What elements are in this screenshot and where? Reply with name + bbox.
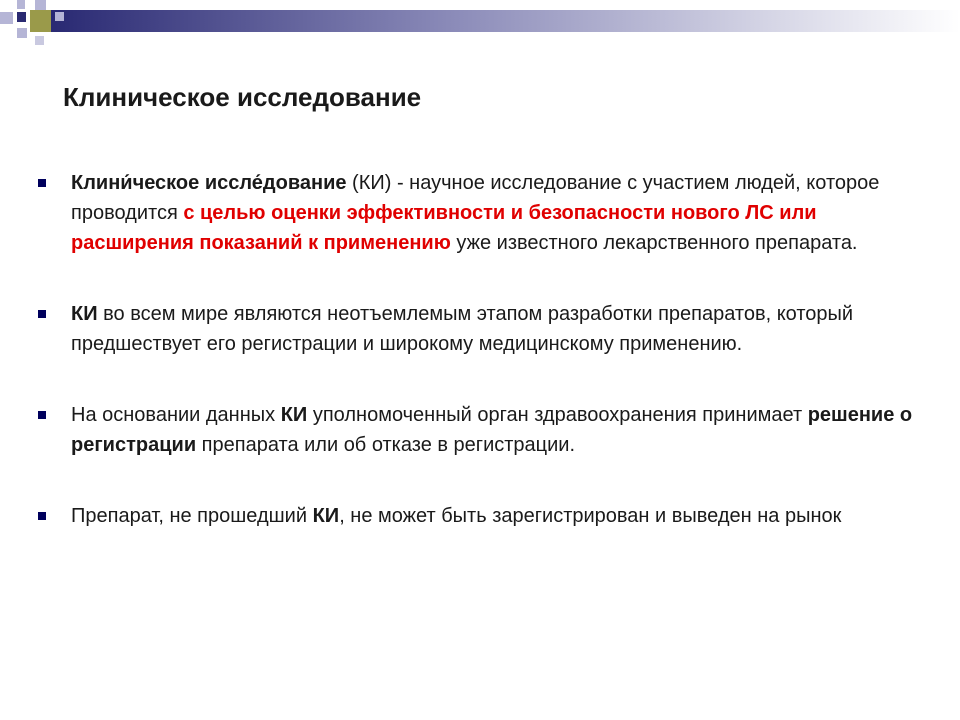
- square-bullet-icon: [38, 411, 46, 419]
- bullet-text: Препарат, не прошедший: [71, 505, 313, 527]
- square-bullet-icon: [38, 310, 46, 318]
- deco-square: [17, 28, 27, 38]
- deco-square: [17, 0, 25, 9]
- bullet-development-stage: [0, 299, 960, 359]
- term-registration-decision: решение о регистрации: [71, 404, 913, 456]
- deco-square: [35, 0, 46, 10]
- bullet-text: уполномоченный орган здравоохранения принимает: [307, 404, 808, 426]
- term-ki: КИ: [312, 505, 340, 527]
- deco-square: [55, 12, 64, 21]
- square-bullet-icon: [38, 179, 46, 187]
- term-ki: КИ: [71, 303, 98, 325]
- bullet-list: [0, 168, 960, 531]
- definition-tail: уже известного лекарственного препарата.: [450, 232, 858, 254]
- gradient-bar: [30, 10, 960, 32]
- square-bullet-icon: [38, 512, 46, 520]
- header-decoration: [0, 0, 960, 60]
- purpose-highlight: с целью оценки эффективности и безопасности нового ЛС или расширения показаний к применению: [71, 202, 817, 254]
- deco-square: [0, 12, 13, 24]
- slide-title: Клиническое исследование: [63, 82, 422, 112]
- bullet-text: , не может быть зарегистрирован и выведен на рынок: [339, 505, 842, 527]
- bullet-definition: [0, 168, 960, 258]
- deco-square: [35, 36, 44, 45]
- bullet-text: препарата или об отказе в регистрации.: [196, 434, 576, 456]
- term-ki: КИ: [280, 404, 308, 426]
- deco-square: [17, 12, 26, 22]
- bullet-registration-decision: [0, 400, 960, 460]
- deco-square: [30, 10, 51, 32]
- definition-text: (КИ) - научное исследование с участием людей, которое проводится: [71, 172, 880, 224]
- bullet-text: На основании данных: [71, 404, 281, 426]
- bullet-market: [0, 501, 960, 531]
- term-clinical-study: Клини́ческое иссле́дование: [71, 172, 347, 194]
- bullet-text: во всем мире являются неотъемлемым этапом разработки препаратов, который предшествует его регистрации и широкому медицинскому применению.: [71, 303, 854, 355]
